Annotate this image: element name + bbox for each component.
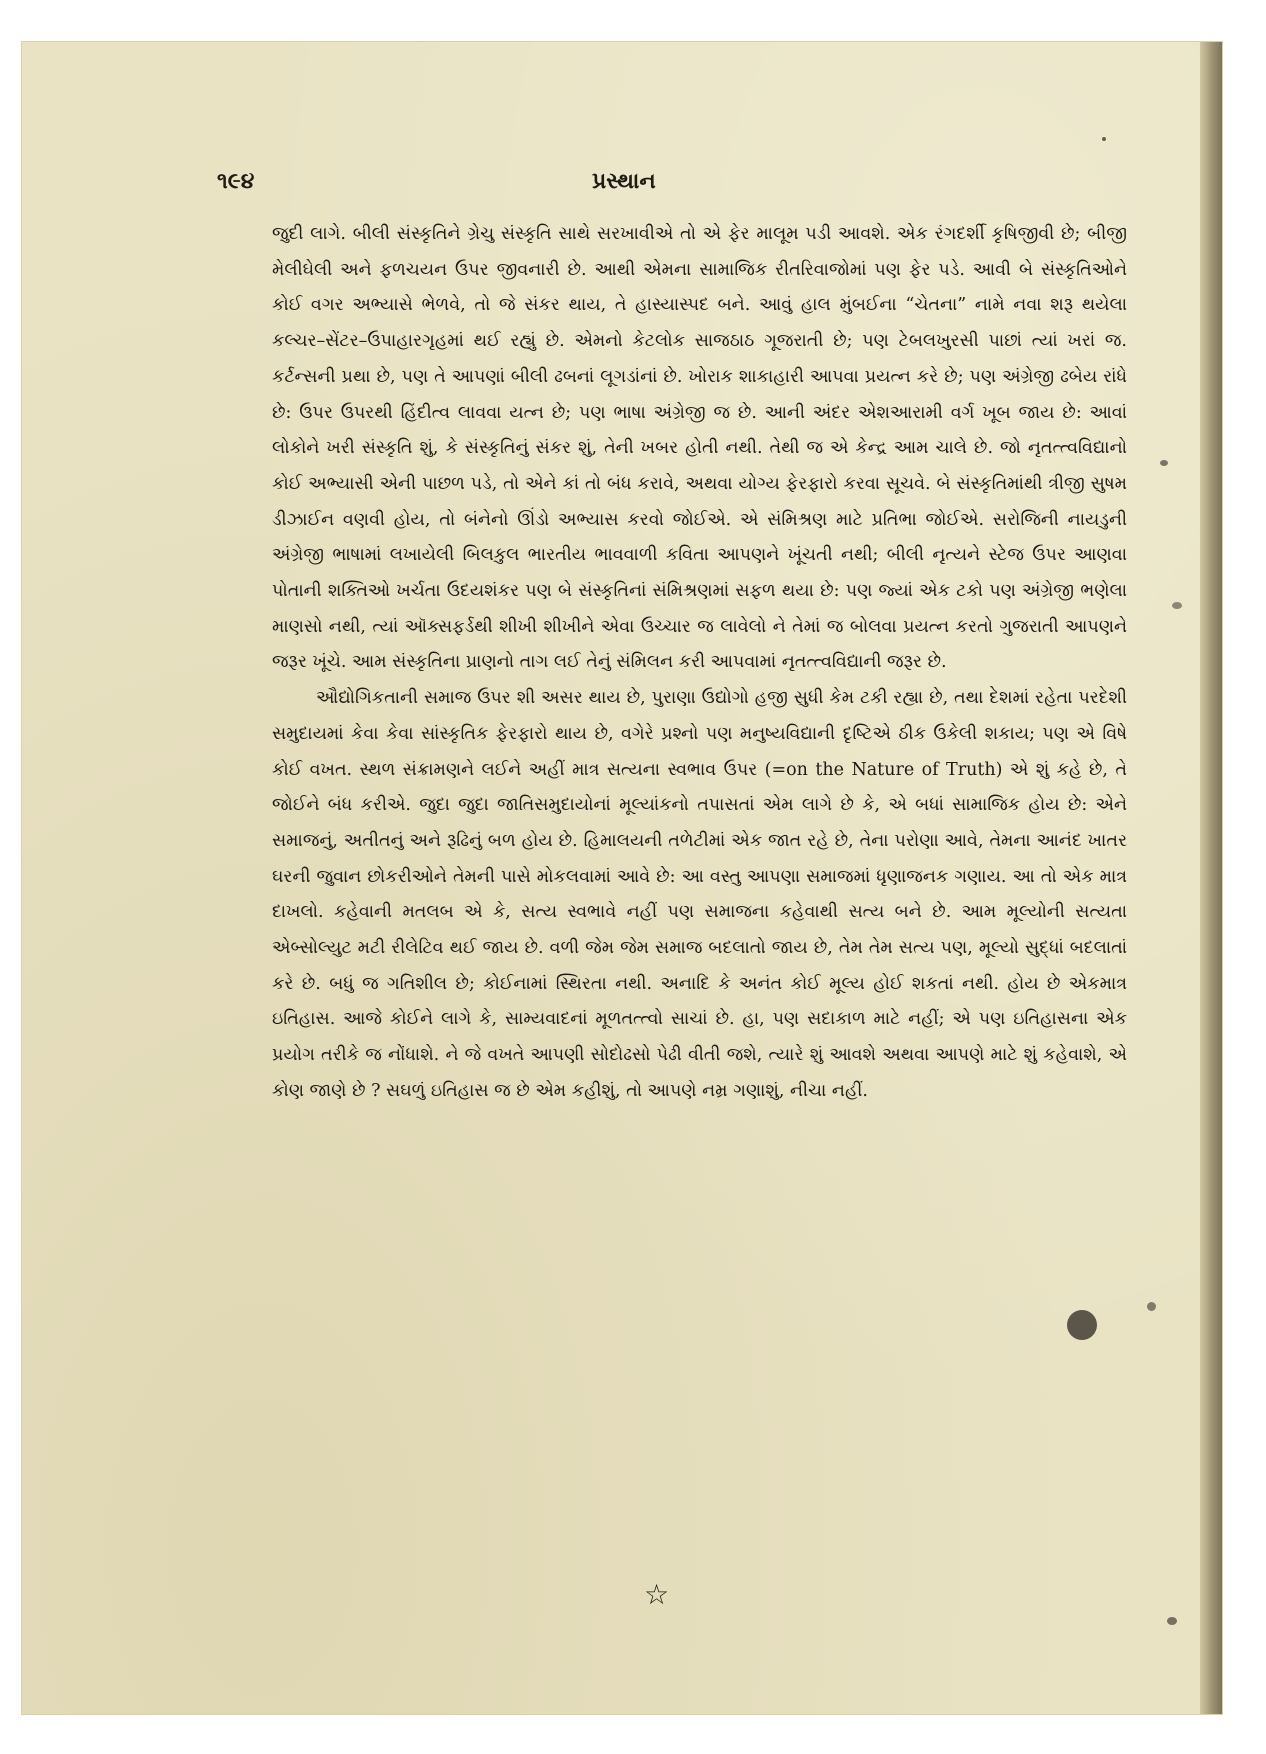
ink-spot (1147, 1302, 1156, 1311)
paragraph: જુદી લાગે. બીલી સંસ્કૃતિને ગ્રેચુ સંસ્કૃતિ સાથે સરખાવીએ તો એ ફેર માલૂમ પડી આવશે. એક રંગદર્શી કૃષિજીવી છે; બીજી મેલીઘેલી અને ફળચયન ઉપર જીવનારી છે. આથી એમના સામાજિક રીતરિવાજોમાં પણ ફેર પડે. આવી બે સંસ્કૃતિઓને કોઈ વગર અભ્યાસે ભેળવે, તો જે સંકર થાય, તે હાસ્યાસ્પદ બને. આવું હાલ મુંબઈના “ચેતના” નામે નવા શરૂ થયેલા કલ્ચર–સેંટર–ઉપાહારગૃહમાં થઈ રહ્યું છે. એમનો કેટલોક સાજઠાઠ ગૂજરાતી છે; પણ ટેબલખુરસી પાછાં ત્યાં ખરાં જ. કર્ટન્સની પ્રથા છે, પણ તે આપણાં બીલી ઢબનાં લૂગડાંનાં છે. ખોરાક શાકાહારી આપવા પ્રયત્ન કરે છે; પણ અંગ્રેજી ઢબેય રાંધે છે: ઉપર ઉપરથી હિંદીત્વ લાવવા યત્ન છે; પણ ભાષા અંગ્રેજી જ છે. આની અંદર એશઆરામી વર્ગ ખૂબ જાય છે: આવાં લોકોને ખરી સંસ્કૃતિ શું, કે સંસ્કૃતિનું સંકર શું, તેની ખબર હોતી નથી. તેથી જ એ કેન્દ્ર આમ ચાલે છે. જો નૃતત્ત્વવિદ્યાનો કોઈ અભ્યાસી એની પાછળ પડે, તો એને કાં તો બંધ કરાવે, અથવા યોગ્ય ફેરફારો કરવા સૂચવે. બે સંસ્કૃતિમાંથી ત્રીજી સુષમ ડીઝાઈન વણવી હોય, તો બંનેનો ઊંડો અભ્યાસ કરવો જોઈએ. એ સંમિશ્રણ માટે પ્રતિભા જોઈએ. સરોજિની નાયડુની અંગ્રેજી ભાષામાં લખાયેલી બિલકુલ ભારતીય ભાવવાળી કવિતા આપણને ખૂંચતી નથી; બીલી નૃત્યને સ્ટેજ ઉપર આણવા પોતાની શક્તિઓ ખર્ચતા ઉદયશંકર પણ બે સંસ્કૃતિનાં સંમિશ્રણમાં સફળ થયા છે: પણ જ્યાં એક ટકો પણ અંગ્રેજી ભણેલા માણસો નથી, ત્યાં ઑક્સફર્ડથી શીખી શીખીને એવા ઉચ્ચાર જ લાવેલો ને તેમાં જ બોલવા પ્રયત્ન કરતો ગુજરાતી આપણને જરૂર ખૂંચે. આમ સંસ્કૃતિના પ્રાણનો તાગ લઈ તેનું સંમિલન કરી આપવામાં નૃતત્ત્વવિદ્યાની જરૂર છે. (272, 224, 1127, 673)
page-edge-shadow (1200, 42, 1222, 1714)
ink-spot (1102, 137, 1106, 141)
ink-spot (1167, 1617, 1177, 1625)
page-header (217, 168, 1077, 208)
book-page (22, 42, 1222, 1714)
running-title: પ્રસ્થાન (592, 168, 656, 194)
body-text (272, 217, 1127, 1110)
ink-spot (1160, 460, 1168, 466)
page-number: ૧૯૪ (217, 168, 255, 194)
end-star-icon: ☆ (644, 1578, 670, 1611)
ink-spot (1172, 602, 1182, 609)
ink-spot (1067, 1310, 1097, 1340)
paragraph: ઔદ્યોગિકતાની સમાજ ઉપર શી અસર થાય છે, પુરાણા ઉદ્યોગો હજી સુધી કેમ ટકી રહ્યા છે, તથા દેશમાં રહેતા પરદેશી સમુદાયમાં કેવા કેવા સાંસ્કૃતિક ફેરફારો થાય છે, વગેરે પ્રશ્નો પણ મનુષ્યવિદ્યાની દૃષ્ટિએ ઠીક ઉકેલી શકાય; પણ એ વિષે કોઈ વખત. સ્થળ સંક્રામણને લઈને અહીં માત્ર સત્યના સ્વભાવ ઉપર (=on the Nature of Truth) એ શું કહે છે, તે જોઈને બંધ કરીએ. જુદા જુદા જાતિસમુદાયોનાં મૂલ્યાંકનો તપાસતાં એમ લાગે છે કે, એ બધાં સામાજિક હોય છે: એને સમાજનું, અતીતનું અને રૂઢિનું બળ હોય છે. હિમાલયની તળેટીમાં એક જાત રહે છે, તેના પરોણા આવે, તેમના આનંદ ખાતર ઘરની જુવાન છોકરીઓને તેમની પાસે મોકલવામાં આવે છે: આ વસ્તુ આપણા સમાજમાં ધૃણાજનક ગણાય. આ તો એક માત્ર દાખલો. કહેવાની મતલબ એ કે, સત્ય સ્વભાવે નહીં પણ સમાજના કહેવાથી સત્ય બને છે. આમ મૂલ્યોની સત્યતા એબ્સોલ્યુટ મટી રીલેટિવ થઈ જાય છે. વળી જેમ જેમ સમાજ બદલાતો જાય છે, તેમ તેમ સત્ય પણ, મૂલ્યો સુદ્ધાં બદલાતાં કરે છે. બધું જ ગતિશીલ છે; કોઈનામાં સ્થિરતા નથી. અનાદિ કે અનંત કોઈ મૂલ્ય હોઈ શકતાં નથી. હોય છે એકમાત્ર ઇતિહાસ. આજે કોઈને લાગે કે, સામ્યવાદનાં મૂળતત્ત્વો સાચાં છે. હા, પણ સદાકાળ માટે નહીં; એ પણ ઇતિહાસના એક પ્રયોગ તરીકે જ નોંધાશે. ને જે વખતે આપણી સોદોઢસો પેઢી વીતી જશે, ત્યારે શું આવશે અથવા આપણે માટે શું કહેવાશે, એ કોણ જાણે છે ? સઘળું ઇતિહાસ જ છે એમ કહીશું, તો આપણે નમ્ર ગણાશું, નીચા નહીં. (272, 688, 1127, 1101)
